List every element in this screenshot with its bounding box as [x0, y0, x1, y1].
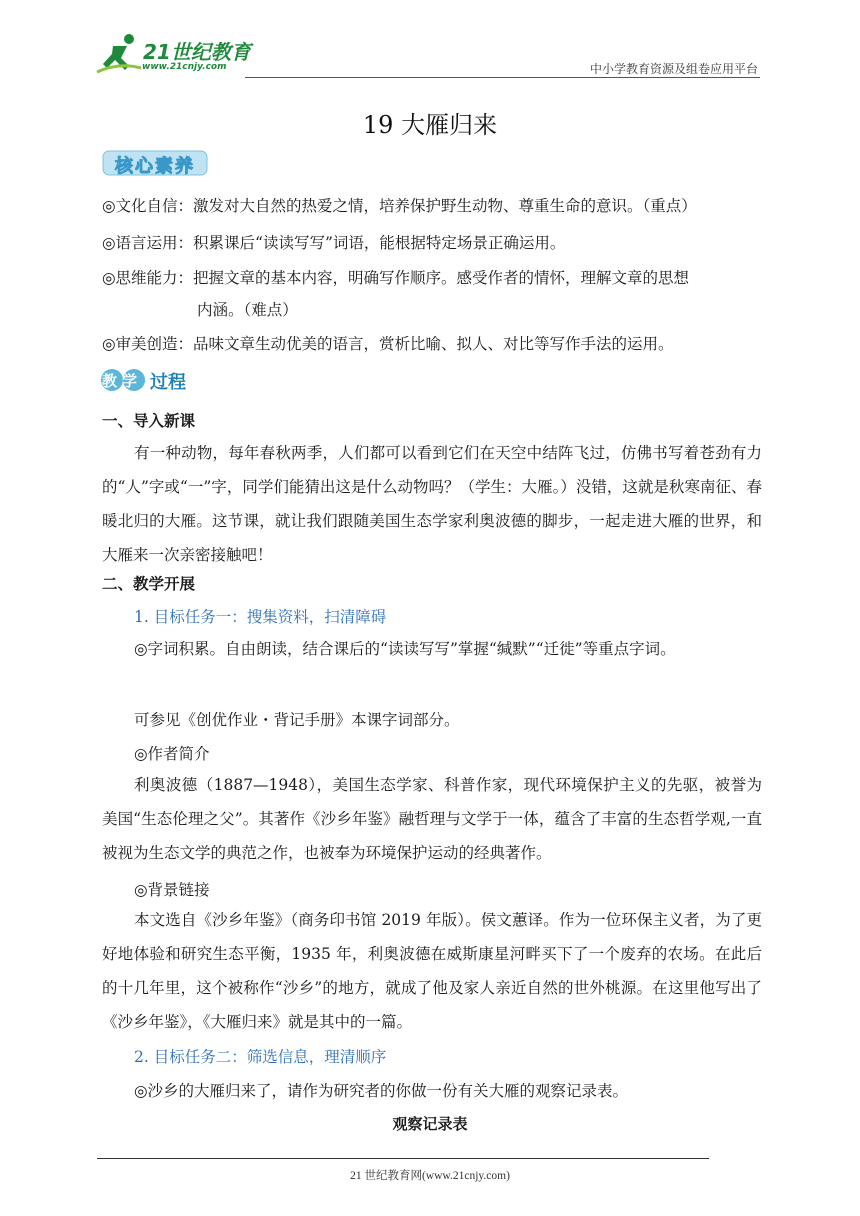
task-one-heading: 1. 目标任务一：搜集资料，扫清障碍	[134, 608, 387, 626]
core-literacy-badge	[101, 148, 211, 178]
background-paragraph: 本文选自《沙乡年鉴》（商务印书馆 2019 年版）。侯文蕙译。作为一位环保主义者，为了更好地体验和研究生态平衡，1935 年，利奥波德在威斯康星河畔买下了一个废弃的农场。在此后的十几年里，这个被称作“沙乡”的地方，就成了他及家人亲近自然的世外桃源。在这里他写出了《沙乡年鉴》，《大雁归来》就是其中的一篇。	[102, 911, 762, 1031]
header-divider	[245, 77, 760, 78]
author-heading: ◎作者简介	[134, 745, 210, 763]
observation-table-title: 观察记录表	[392, 1115, 468, 1133]
word-accumulation-paragraph: ◎字词积累。自由朗读，结合课后的“读读写写”掌握“缄默”“迁徙”等重点字词。	[134, 640, 676, 658]
task-two-heading: 2. 目标任务二：筛选信息，理清顺序	[134, 1048, 387, 1066]
author-paragraph: 利奥波德（1887—1948），美国生态学家、科普作家，现代环境保护主义的先驱，被誉为美国“生态伦理之父”。其著作《沙乡年鉴》融哲理与文学于一体，蕴含了丰富的生态哲学观,一直被视为生态文学的典范之作，也被奉为环境保护运动的经典著作。	[102, 776, 762, 862]
process-badge-b: 过程	[150, 372, 186, 393]
site-logo[interactable]	[95, 30, 265, 78]
intro-paragraph: 有一种动物，每年春秋两季，人们都可以看到它们在天空中结阵飞过，仿佛书写着苍劲有力的“人”字或“一”字，同学们能猜出这是什么动物吗？（学生：大雁。）没错，这就是秋寒南征、春暖北归的大雁。这节课，就让我们跟随美国生态学家利奥波德的脚步，一起走进大雁的世界，和大雁来一次亲密接触吧！	[102, 444, 762, 564]
literacy-aesthetic: ◎审美创造：品味文章生动优美的语言，赏析比喻、拟人、对比等写作手法的运用。	[102, 335, 674, 353]
teaching-process-badge	[100, 366, 218, 394]
observation-instruction: ◎沙乡的大雁归来了，请作为研究者的你做一份有关大雁的观察记录表。	[134, 1082, 629, 1100]
runner-icon	[95, 32, 143, 76]
footer-divider	[97, 1158, 709, 1159]
core-literacy-label: 核心素养	[115, 156, 195, 177]
literacy-thinking-cont: 内涵。（难点）	[197, 301, 298, 319]
reference-note: 可参见《创优作业・背记手册》本课字词部分。	[134, 711, 460, 729]
process-badge-a: 教学	[102, 372, 143, 390]
literacy-culture: ◎文化自信：激发对大自然的热爱之情，培养保护野生动物、尊重生命的意识。（重点）	[102, 197, 697, 215]
background-heading: ◎背景链接	[134, 881, 210, 899]
platform-name: 中小学教育资源及组卷应用平台	[589, 62, 758, 76]
literacy-language: ◎语言运用：积累课后“读读写写”词语，能根据特定场景正确运用。	[102, 234, 566, 252]
literacy-thinking: ◎思维能力：把握文章的基本内容，明确写作顺序。感受作者的情怀，理解文章的思想	[102, 269, 690, 287]
section-heading-teaching: 二、教学开展	[102, 575, 196, 593]
page-header	[95, 30, 760, 82]
page-title: 19 大雁归来	[362, 111, 498, 139]
page-footer[interactable]: 21 世纪教育网(www.21cnjy.com)	[350, 1170, 510, 1182]
logo-text: 21世纪教育	[143, 40, 251, 64]
section-heading-intro: 一、导入新课	[102, 412, 196, 430]
logo-url: www.21cnjy.com	[142, 62, 227, 72]
